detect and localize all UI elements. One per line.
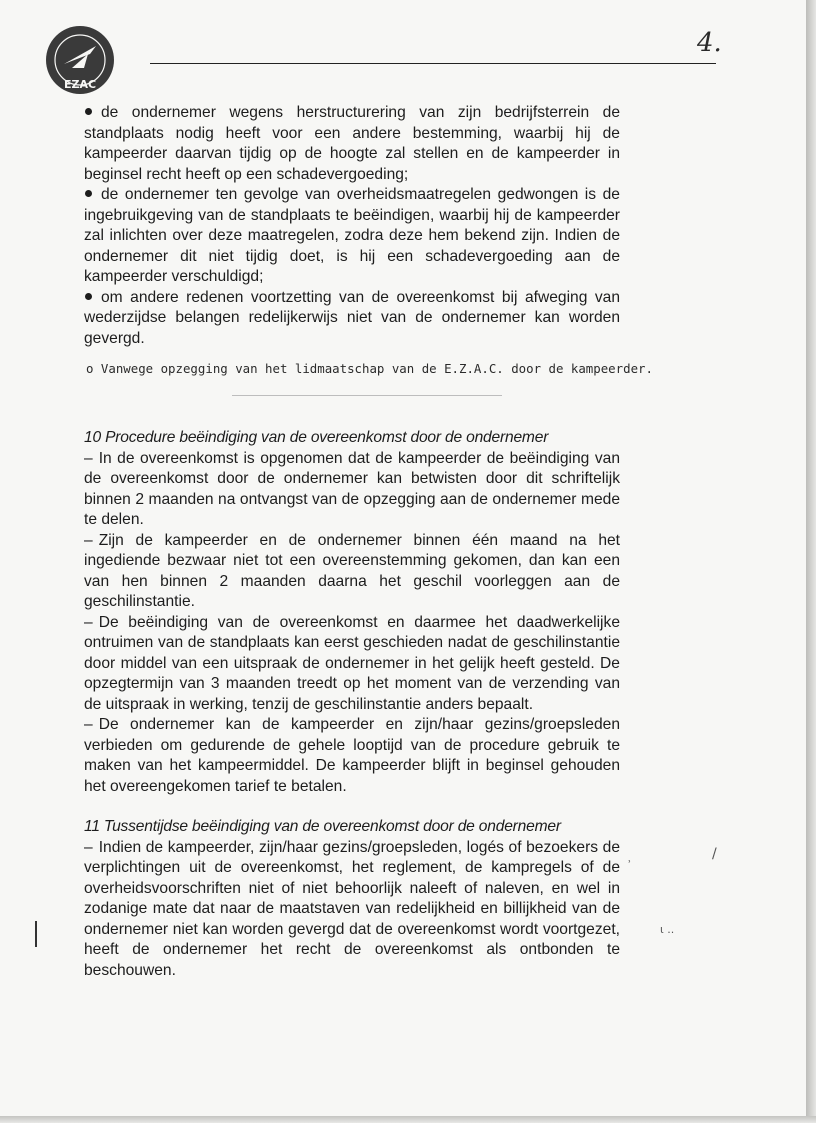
section-11 (84, 817, 620, 981)
document-body (84, 103, 620, 981)
pencil-mark: ι .. (660, 923, 675, 936)
list-item: – In de overeenkomst is opgenomen dat de kampeerder de beëindiging van de overeenkomst door de ondernemer kan betwisten door dit schriftelijk binnen 2 maanden na ontvangst van de opzegging aan de ondernemer mede te delen. (84, 449, 620, 528)
typed-note-underline (232, 395, 502, 396)
bullet-item: de ondernemer ten gevolge van overheidsmaatregelen gedwongen is de ingebruikgeving van de standplaats te beëindigen, waarbij hij de kampeerder zal inlichten over deze maatregelen, zodra deze hem bekend zijn. Indien de ondernemer dit niet tijdig doet, is hij een schadevergoeding aan de kampeerder verschuldigd; (84, 186, 620, 285)
bullet-icon (85, 190, 92, 197)
pencil-mark: / (712, 846, 717, 862)
page-number: 4. (697, 28, 722, 58)
bullet-item: om andere redenen voortzetting van de overeenkomst bij afweging van wederzijdse belangen redelijkerwijs niet van de ondernemer kan worden gevergd. (84, 288, 620, 347)
pencil-mark: ʾ (628, 858, 632, 871)
typed-note: o Vanwege opzegging van het lidmaatschap van de E.Z.A.C. door de kampeerder. (86, 361, 653, 376)
logo-text: EZAC (63, 78, 97, 91)
bullet-icon (85, 293, 92, 300)
list-item: – De ondernemer kan de kampeerder en zijn/haar gezins/groepsleden verbieden om gedurende de gehele looptijd van de procedure gebruik te maken van het kampeermiddel. De kampeerder blijft in beginsel gehouden het overeengekomen tarief te betalen. (84, 716, 620, 795)
scan-edge (806, 0, 816, 1123)
section-10-heading: 10 Procedure beëindiging van de overeenkomst door de ondernemer (84, 429, 549, 446)
list-item: – Indien de kampeerder, zijn/haar gezins/groepsleden, logés of bezoekers de verplichtingen uit de overeenkomst, het reglement, de kampregels of de overheidsvoorschriften niet of niet behoorlijk naleeft of naleven, en wel in zodanige mate dat naar de maatstaven van redelijkheid en billijkheid van de ondernemer niet kan worden gevergd dat de overeenkomst wordt voortgezet, heeft de ondernemer het recht de overeenkomst als ontbonden te beschouwen. (84, 838, 620, 979)
scan-edge (0, 1116, 816, 1123)
bullet-icon (85, 108, 92, 115)
ezac-logo-icon (44, 24, 116, 96)
section-11-heading: 11 Tussentijdse beëindiging van de overeenkomst door de ondernemer (84, 818, 561, 835)
list-item: – Zijn de kampeerder en de ondernemer binnen één maand na het ingediende bezwaar niet tot een overeenstemming gekomen, dan kan een van hen binnen 2 maanden daarna het geschil voorleggen aan de geschilinstantie. (84, 531, 620, 610)
bullet-item: de ondernemer wegens herstructurering van zijn bedrijfsterrein de standplaats nodig heeft voor een andere bestemming, waarbij hij de kampeerder daarvan tijdig op de hoogte zal stellen en de kampeerder in beginsel recht heeft op een schadevergoeding; (84, 104, 620, 183)
list-item: – De beëindiging van de overeenkomst en daarmee het daadwerkelijke ontruimen van de standplaats kan eerst geschieden nadat de geschilinstantie door middel van een uitspraak de ondernemer in het gelijk heeft gesteld. De opzegtermijn van 3 maanden treedt op het moment van de verzending van de uitspraak in werking, tenzij de geschilinstantie anders bepaalt. (84, 613, 620, 713)
header-rule (150, 63, 716, 64)
margin-mark (35, 921, 37, 947)
section-10 (84, 428, 620, 797)
